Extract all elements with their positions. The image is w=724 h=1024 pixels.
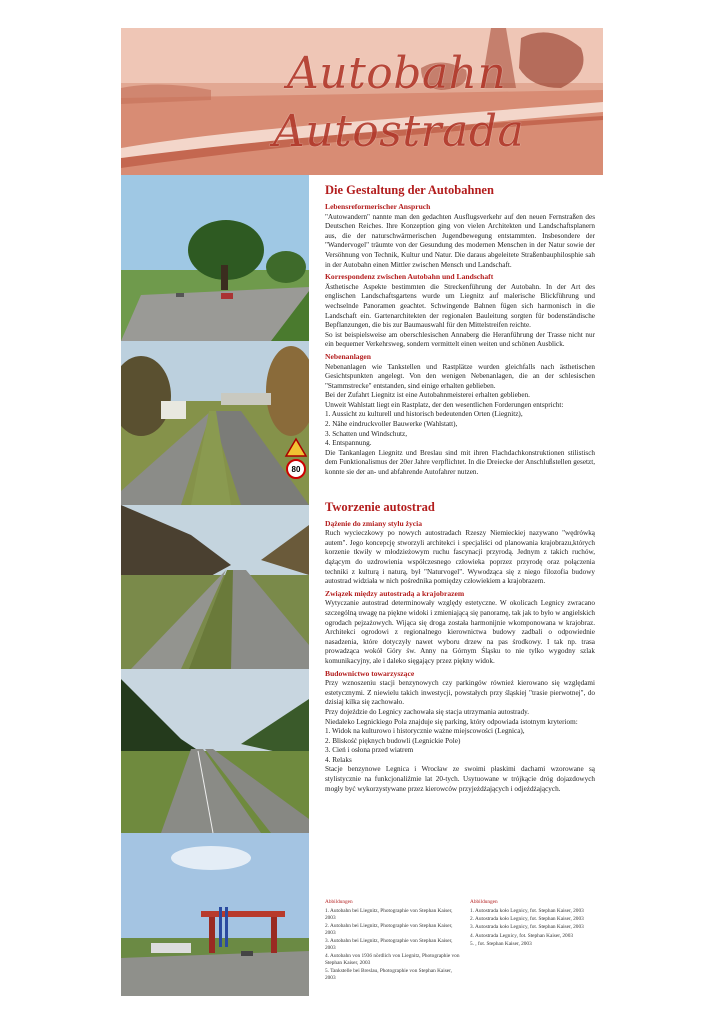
german-paragraph: "Autowandern" nannte man den gedachten Ausflugsverkehr auf den neuen Fernstraßen des Deutschen Reiches. Ihre Konzeption ging von vielen Architekten und Landschaftsplanern aus, die der naturschwärmerischen Jugendbewegung entstammten. Insbesondere der "Wandervogel" träumte von der Gesundung des modernen Menschen in der Natur sowie der Versöhnung von Technik, Kultur und Natur. Die daraus abgeleitete Straßenbauphilosphie sah in der Autobahn einen Mittler zwischen Mensch und Landschaft. [325,212,595,269]
german-heading: Die Gestaltung der Autobahnen [325,183,494,197]
caption-item: 2. Autostrada koło Legnicy, fot. Stephan Kaiser, 2003 [470,916,584,923]
german-paragraph: Unweit Wahlstatt liegt ein Rastplatz, der den wesentlichen Forderungen entspricht: [325,400,564,409]
polish-subheading-1: Dążenie do zmiany stylu życia [325,518,423,528]
header-banner [121,28,603,175]
german-list-item: 3. Schatten und Windschutz, [325,429,408,438]
caption-item: 1. Autostrada koło Legnicy, fot. Stephan Kaiser, 2003 [470,907,584,914]
polish-heading: Tworzenie autostrad [325,499,435,514]
caption-item: 3. Autobahn bei Liegnitz, Photographie von Stephan Kaiser, 2003 [325,937,453,951]
german-paragraph: So ist beispielsweise am oberschlesischen Annaberg die Heranführung der Trasse nicht nur ein bequemer Verkehrsweg, sondern vermittelt einen weiten und schönen Ausblick. [325,330,595,349]
captions-polish [470,899,605,949]
polish-paragraph: Wytyczanie autostrad determinowały względy estetyczne. W okolicach Legnicy zwracano szczególną uwagę na piękne widoki i zmieniającą się panoramę, tak jak to było w angielskich ogrodach pejzażowych. Wijąca się droga została harmonijnie wkomponowana w krajobraz. Architekci ogrodowi z regionalnego kierownictwa budowy zadbali o odpowiednie nasadzenia, które dotyczyły nawet wyboru drzew na pas środkowy. I tak np. trasa prowadząca wokół Góry św. Anny na Górnym Śląsku to nie tylko wygodny szlak komunikacyjny, ale i daleko sięgający przez piękny widok. [325,599,595,665]
polish-list-item: 2. Bliskość pięknych budowli (Legnickie Pole) [325,736,461,745]
title-autobahn: Autobahn [287,48,507,99]
polish-paragraph: Ruch wycieczkowy po nowych autostradach Rzeszy Niemieckiej nazywano "wędrówką autem". Jego koncepcję stworzyli architekci i specjaliści od planowania krajobrazu,których korzenie tkwiły w młodzieżowym ruchu fascynacji przyrodą. Jednym z takich ruchów, dążącym do uzdrowienia współczesnego człowieka poprzez przyrodę oraz połączenia techniki z kulturą i naturą, był "Naturvogel". Wywodząca się z niego filozofia budowy autostrad widziała w nich pośrednika pomiędzy człowiekiem a krajobrazem. [325,529,595,586]
german-paragraph: Bei der Zufahrt Liegnitz ist eine Autobahnmeisterei erhalten geblieben. [325,391,530,400]
german-paragraph: Nebenanlagen wie Tankstellen und Rastplätze wurden gleichfalls nach ästhetischen Gesichtspunkten angelegt. Von den wenigen Nebenanlagen, die an der schlesischen "Stammstrecke" entstanden, sind einige erhalten geblieben. [325,362,595,390]
polish-paragraph: Przy dojeździe do Legnicy zachowała się stacja utrzymania autostrady. [325,707,530,716]
german-list-item: 1. Aussicht zu kulturell und historisch bedeutenden Orten (Liegnitz), [325,410,523,419]
photo-4 [121,669,309,833]
polish-list-item: 1. Widok na kulturowo i historycznie ważne miejscowości (Legnica), [325,727,525,736]
caption-item: 3. Autostrada koło Legnicy, fot. Stephan Kaiser, 2003 [470,924,584,931]
photo-1 [121,175,309,341]
german-subheading-2: Korrespondenz zwischen Autobahn und Landschaft [325,272,494,282]
photo-2 [121,341,309,505]
speed-sign-text: 80 [291,465,301,474]
photo-column [121,175,309,996]
caption-item: 5. Tankstelle bei Breslau, Photographie von Stephan Kaiser, 2003 [325,968,453,981]
polish-subheading-2: Związek między autostradą a krajobrazem [325,588,465,598]
german-paragraph: Die Tankanlagen Liegnitz und Breslau sind mit ihren Flachdachkonstruktionen stilistisch dem Funktionalismus der 20er Jahre verpflichtet. In die Dreiecke der Anschlußstellen gesetzt, konnte sie der an- und abfahrende Autofahrer nutzen. [325,448,595,477]
caption-item: 1. Autobahn bei Liegnitz, Photographie von Stephan Kaiser, 2003 [325,907,453,921]
polish-list-item: 3. Cień i osłona przed wiatrem [325,746,414,755]
polish-subheading-3: Budownictwo towarzyszące [325,668,415,678]
caption-item: 2. Autobahn bei Liegnitz, Photographie von Stephan Kaiser, 2003 [325,922,453,936]
caption-item: 4. Autobahn von 1936 nördlich von Liegnitz, Photographie von Stephan Kaiser, 2003 [325,953,460,966]
poster [121,28,603,996]
german-subheading-1: Lebensreformerischer Anspruch [325,202,431,211]
captions-polish-heading: Abbildungen [470,899,498,905]
polish-paragraph: Przy wznoszeniu stacji benzynowych czy parkingów również kierowano się względami estetycznymi. Z niewielu takich inwestycji, powstałych przy śląskiej "trasie pierwotnej", do dzisiaj kilka się zachowało. [325,679,595,707]
captions-german-heading: Abbildungen [325,899,353,905]
polish-paragraph: Stacje benzynowe Legnica i Wrocław ze swoimi płaskimi dachami wzorowane są stylistycznie na funkcjonaliźmie lat 20-tych. Usytuowane w trójkącie dróg dojazdowych mogły być wykorzystywane przez kierowców przyjeżdżających i odjeżdżających. [325,765,595,793]
photo-3 [121,505,309,669]
german-subheading-3: Nebenanlagen [325,351,371,361]
german-paragraph: Ästhetische Aspekte bestimmten die Streckenführung der Autobahn. In der Art des englischen Landschaftsgartens wurde um Liegnitz auf malerische Blickführung und wechselnde Panoramen geachtet. Schwingende Bahnen fügen sich harmonisch in die Landschaft ein. Gartenarchitekten der regionalen Bauleitung sorgten für bodenständische Bepflanzungen, die bis zur Baumauswahl für den Mittelstreifen reichte. [325,282,595,330]
polish-paragraph: Niedaleko Legnickiego Pola znajduje się parking, który odpowiada istotnym kryteriom: [325,717,578,726]
caption-item: 5. , fot. Stephan Kaiser, 2003 [470,940,532,947]
german-list-item: 2. Nähe eindruckvoller Bauwerke (Wahlstatt), [325,420,458,429]
german-list-item: 4. Entspannung. [325,439,372,448]
polish-list-item: 4. Relaks [325,755,352,764]
photo-5 [121,833,309,996]
caption-item: 4. Autostrada Legnicy, fot. Stephan Kaiser, 2003 [470,932,574,939]
title-autostrada: Autostrada [273,106,525,157]
captions-german [325,899,460,983]
text-column [325,183,595,794]
